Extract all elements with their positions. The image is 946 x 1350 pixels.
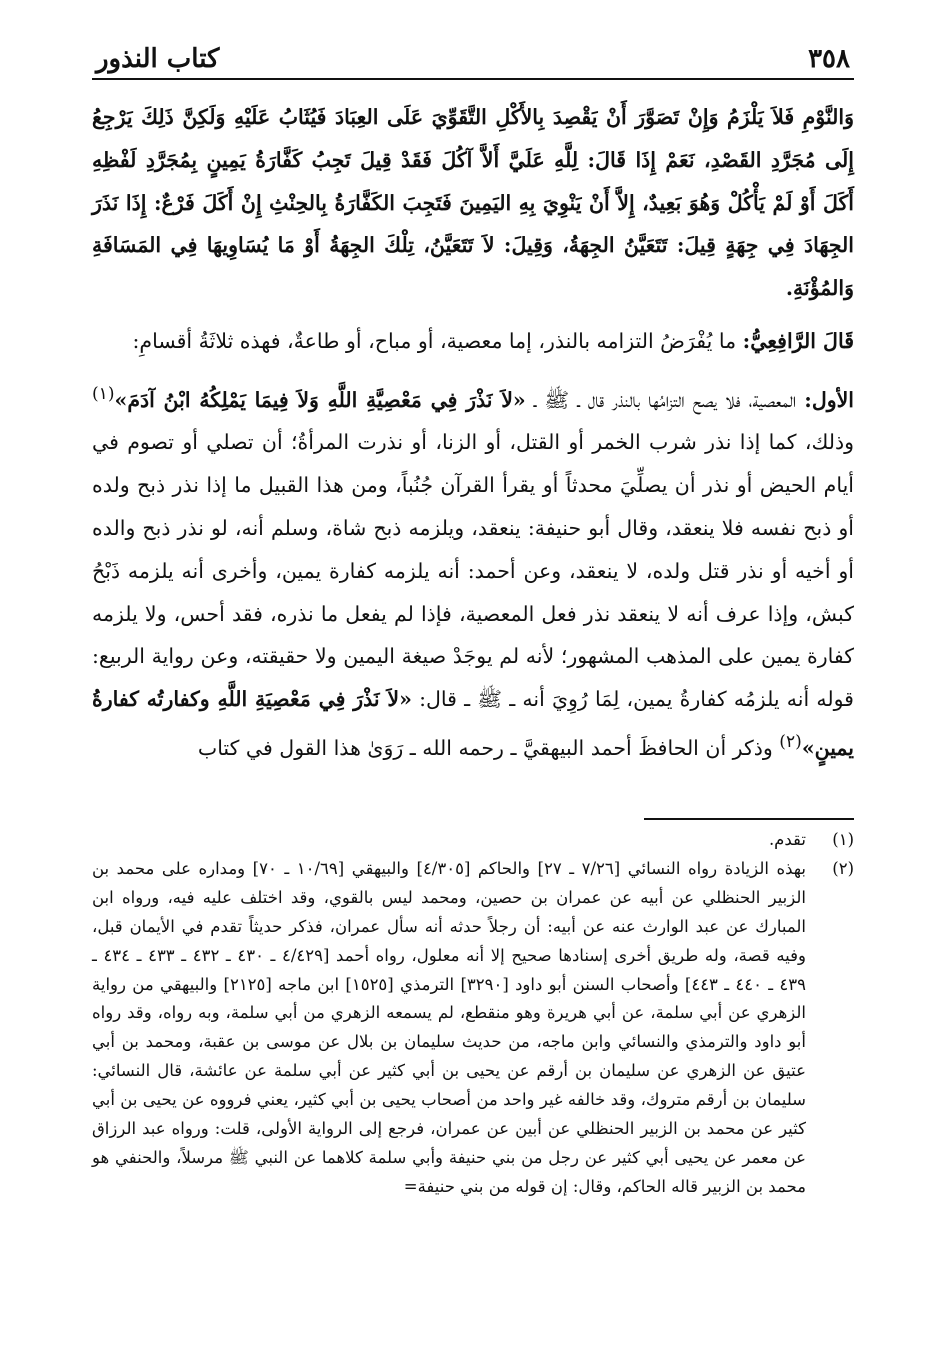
main-text bbox=[92, 96, 854, 770]
footnotes bbox=[92, 826, 854, 1202]
footnote-text: بهذه الزيادة رواه النسائي [٧/٢٦ ـ ٢٧] والحاكم [٤/٣٠٥] والبيهقي [١٠/٦٩ ـ ٧٠] ومداره على محمد بن الزبير الحنظلي عن أبيه عن عمران بن حصين، ومحمد ليس بالقوي، وقد اختلف عليه فيه، ورواه ابن المبارك عن عبد الوارث عنه عن أبيه: أن رجلاً حدثه أنه سأل عمران، فذكر حديثاً تقدم في الأيمان قبل، وفيه قصة، وله طريق أخرى إسنادها صحيح إلا أنه معلول، رواه أحمد [٤/٤٢٩ ـ ٤٣٠ ـ ٤٣٢ ـ ٤٣٣ ـ ٤٣٤ ـ ٤٣٩ ـ ٤٤٠ ـ ٤٤٣] وأصحاب السنن أبو داود [٣٢٩٠] الترمذي [١٥٢٥] ابن ماجه [٢١٢٥] والبيهقي من رواية الزهري عن أبي سلمة، عن أبي هريرة وهو منقطع، لم يسمعه الزهري من أبي سلمة، وبه رواه، وقد رواه أبو داود والترمذي والنسائي وابن ماجه، من حديث سليمان بن بلال عن موسى بن عقبة، ومحمد بن أبي عتيق عن الزهري عن سليمان بن أرقم عن يحيى بن أبي كثير عن أبي سلمة عن عائشة، قال النسائي: سليمان بن أرقم متروك، وقد خالفه غير واحد من أصحاب يحيى بن أبي كثير، يعني فرووه عن يحيى بن أبي كثير عن محمد بن الزبير الحنظلي عن أبين عن عمران، فرجع إلى الرواية الأولى، قلت: ورواه عبد الرزاق عن معمر عن يحيى أبي كثير عن رجل من بني حنيفة وأبي سلمة كلاهما عن النبي ﷺ مرسلاً، والحنفي هو محمد بن الزبير قاله الحاكم، وقال: إن قوله من بني حنيفة= bbox=[92, 858, 807, 1196]
rafii-label: قَالَ الرَّافِعِيُّ: bbox=[742, 328, 854, 353]
quoted-matn-paragraph: وَالنَّوْمِ فَلاَ يَلْزَمُ وَإِنْ تَصَوَّرَ أَنْ يَقْصِدَ بِالأَكْلِ التَّقَوِّيَ عَلَى العِبَادَ فَيُثَابُ عَلَيْهِ وَلَكِنَّ ذَلِكَ يَرْجِعُ إِلَى مُجَرَّدِ القَصْدِ، نَعَمْ إِذَا قَالَ: لِلَّهِ عَلَيَّ أَلاَّ آكُلَ فَقَدْ قِيلَ تَجِبُ كَفَّارَةُ يَمِينٍ بِمُجَرَّدِ لَفْظِهِ أَكَلَ أَوْ لَمْ يَأْكُلْ وَهُوَ بَعِيدٌ، إِلاَّ أَنْ يَنْوِيَ بِهِ اليَمِينَ فَتَجِبَ الكَفَّارَةُ بِالحِنْثِ إِنْ أَكَلَ فَرْعٌ: إِذَا نَذَرَ الجِهَادَ فِي جِهَةٍ قِيلَ: تَتَعَيَّنُ الجِهَةُ، وَقِيلَ: لاَ تَتَعَيَّنُ، تِلْكَ الجِهَةُ أَوْ مَا يُسَاوِيهَا فِي المَسَافَةِ وَالمُؤْنَةِ. bbox=[92, 105, 854, 301]
page-header bbox=[96, 34, 850, 74]
first-text-a: المعصية، فلا يصح التزامُها بالنذر قال ـ ﷺ ـ bbox=[533, 387, 797, 412]
footnote-number: (١) bbox=[832, 830, 854, 849]
footnote-1 bbox=[92, 826, 854, 855]
footnote-number: (٢) bbox=[832, 858, 854, 878]
footnote-separator bbox=[644, 818, 854, 820]
first-section-paragraph bbox=[92, 373, 854, 770]
first-text-c: وذكر أن الحافظَ أحمد البيهقيَّ ـ رحمه الله ـ رَوَىٰ هذا القول في كتاب bbox=[197, 735, 773, 760]
rafii-paragraph bbox=[92, 320, 854, 363]
rafii-text: ما يُفْرَضُ التزامه بالنذر، إما معصية، أو مباح، أو طاعةٌ، فهذه ثلاثَةُ أقسامِ: bbox=[132, 328, 737, 353]
first-hadith: «لاَ نَذْرَ فِي مَعْصِيَّةِ اللَّهِ وَلاَ فِيمَا يَمْلِكُهُ ابْنُ آدَمَ» bbox=[114, 387, 526, 412]
first-label: الأول: bbox=[804, 387, 854, 412]
footnote-text: تقدم. bbox=[768, 830, 806, 849]
second-hadith: «لاَ نَذْرَ فِي مَعْصِيَةِ اللَّهِ وكفارتُه كفارةُ يمينٍ» bbox=[92, 687, 854, 760]
footnote-2 bbox=[92, 855, 854, 1202]
first-text-b: وذلك، كما إذا نذر شرب الخمر أو القتل، أو الزنا، أو نذرت المرأةُ؛ أن تصلي أو تصوم في أيام الحيض أو نذر أن يصلِّيَ محدثاً أو يقرأ القرآن جُنُباً، ومن هذا القبيل ما إذا نذر ذبح ولده أو ذبح نفسه فلا ينعقد، وقال أبو حنيفة: ينعقد، ويلزمه ذبح شاة، وسلم أنه، لو نذر ذبح والده أو أخيه أو نذر قتل ولده، لا ينعقد، وعن أحمد: أنه يلزمه كفارة يمين، وأخرى أنه يلزمه ذَبْحُ كبش، وإذا عرف أنه لا ينعقد نذر فعل المعصية، فإذا لم يفعل ما نذره، فقد أحس، ولا يلزمه كفارة يمين على المذهب المشهور؛ لأنه لم يوجَدْ صيغة اليمين ولا حقيقته، وعن رواية الربيع: قوله أنه يلزمُه كفارةُ يمين، لِمَا رُوِيَ أنه ـ ﷺ ـ قال: bbox=[92, 430, 854, 712]
footnote-marker-1[interactable]: (١) bbox=[92, 383, 115, 404]
page-number: ٣٥٨ bbox=[808, 44, 850, 74]
chapter-title: كتاب النذور bbox=[96, 44, 220, 74]
header-rule bbox=[92, 78, 854, 80]
footnote-marker-2[interactable]: (٢) bbox=[779, 731, 802, 752]
